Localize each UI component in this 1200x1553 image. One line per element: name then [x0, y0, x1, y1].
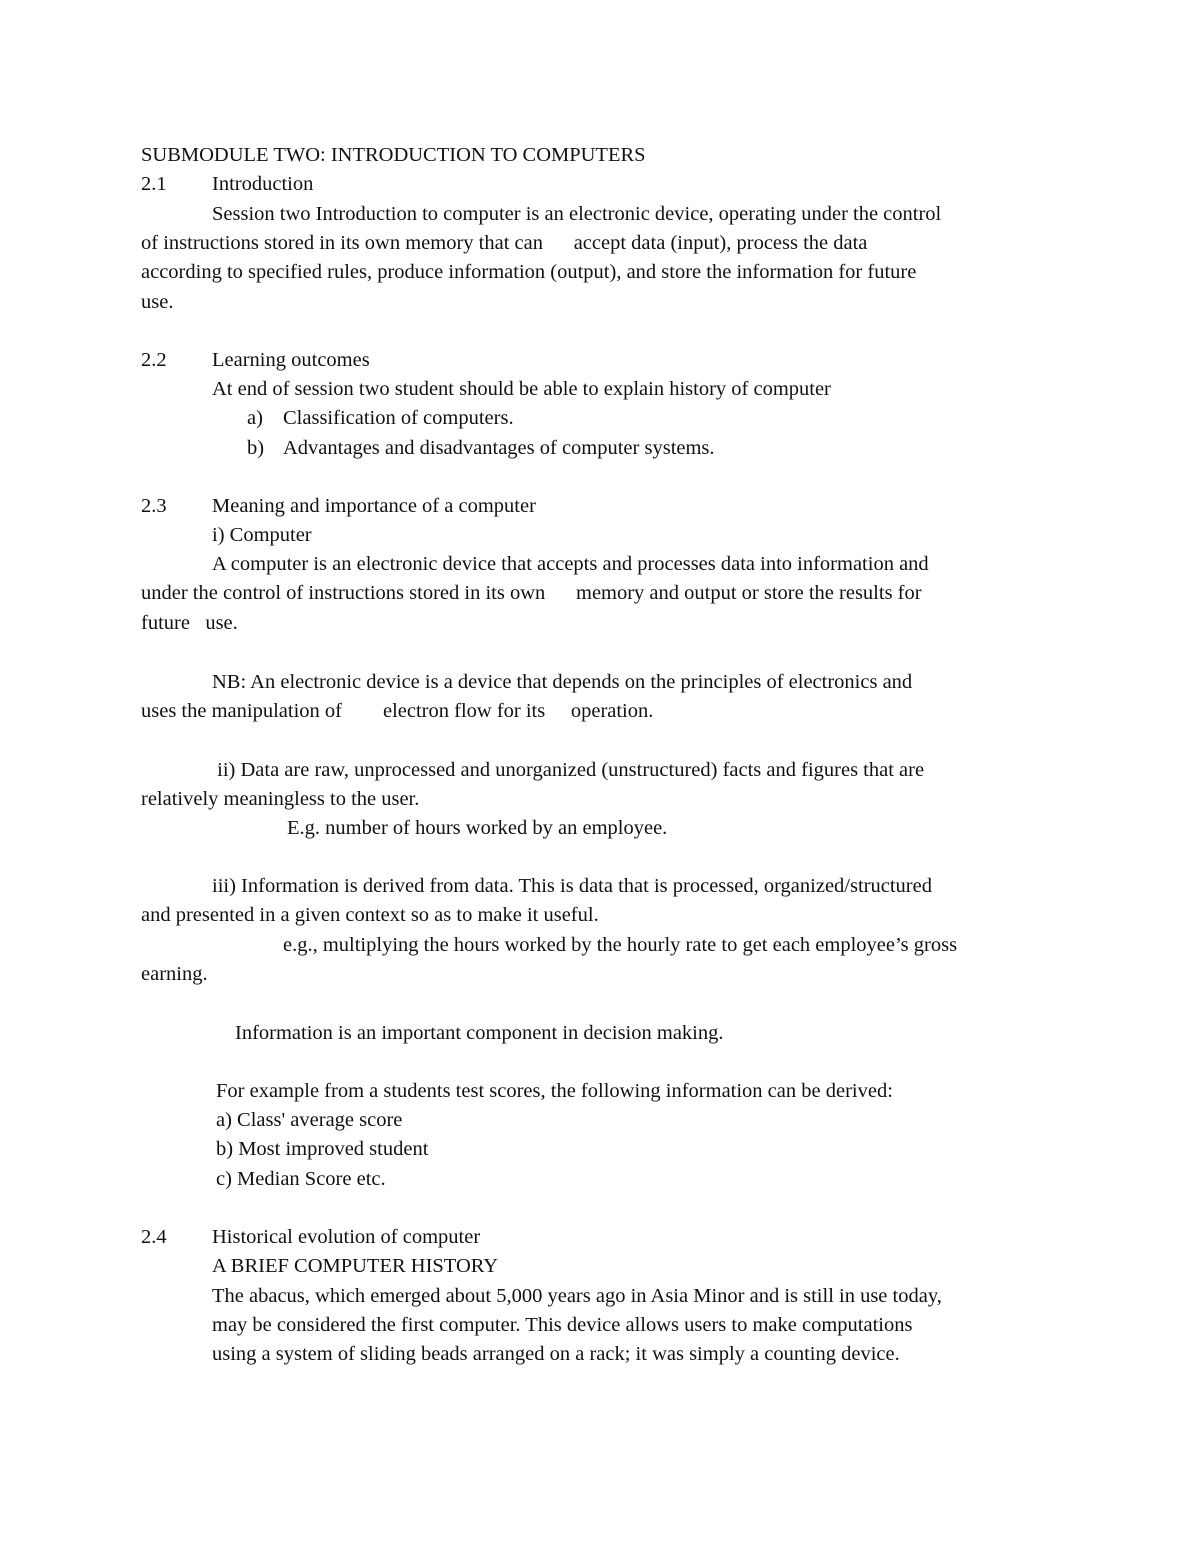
section-heading-meaning: Meaning and importance of a computer	[212, 495, 536, 517]
section-number-2-1: 2.1	[141, 173, 167, 195]
history-paragraph-line-2: may be considered the first computer. This device allows users to make computations	[212, 1314, 913, 1336]
information-example-line-2: earning.	[141, 963, 208, 985]
intro-paragraph-line-2: of instructions stored in its own memory that can accept data (input), process the data	[141, 232, 868, 254]
outcome-marker-a: a)	[247, 407, 263, 429]
data-example: E.g. number of hours worked by an employee.	[287, 817, 668, 839]
computer-definition-line-3: future use.	[141, 612, 238, 634]
computer-label: i) Computer	[212, 524, 312, 546]
computer-definition-line-2: under the control of instructions stored in its own memory and output or store the results for	[141, 582, 922, 604]
intro-paragraph-line-4: use.	[141, 291, 174, 313]
outcome-marker-b: b)	[247, 437, 265, 459]
example-item-a: a) Class' average score	[216, 1109, 403, 1131]
data-definition-line-2: relatively meaningless to the user.	[141, 788, 420, 810]
data-definition-line-1: ii) Data are raw, unprocessed and unorganized (unstructured) facts and figures that are	[212, 759, 925, 781]
nb-note-line-1: NB: An electronic device is a device that depends on the principles of electronics and	[212, 671, 913, 693]
section-heading-introduction: Introduction	[212, 173, 314, 195]
section-number-2-3: 2.3	[141, 495, 167, 517]
example-intro: For example from a students test scores, the following information can be derived:	[216, 1080, 893, 1102]
learning-outcomes-intro: At end of session two student should be able to explain history of computer	[212, 378, 831, 400]
information-definition-line-1: iii) Information is derived from data. This is data that is processed, organized/structured	[212, 875, 932, 897]
history-paragraph-line-3: using a system of sliding beads arranged on a rack; it was simply a counting device.	[212, 1343, 900, 1365]
outcome-item-b: Advantages and disadvantages of computer systems.	[283, 437, 715, 459]
section-number-2-2: 2.2	[141, 349, 167, 371]
intro-paragraph-line-3: according to specified rules, produce information (output), and store the information for future	[141, 261, 917, 283]
history-paragraph-line-1: The abacus, which emerged about 5,000 years ago in Asia Minor and is still in use today,	[212, 1285, 942, 1307]
computer-history-subheading: A BRIEF COMPUTER HISTORY	[212, 1255, 499, 1277]
section-heading-learning-outcomes: Learning outcomes	[212, 349, 370, 371]
nb-note-line-2: uses the manipulation of electron flow for its operation.	[141, 700, 654, 722]
information-example-line-1: e.g., multiplying the hours worked by the hourly rate to get each employee’s gross	[283, 934, 958, 956]
document-title: SUBMODULE TWO: INTRODUCTION TO COMPUTERS	[141, 144, 646, 166]
outcome-item-a: Classification of computers.	[283, 407, 514, 429]
intro-paragraph-line-1: Session two Introduction to computer is an electronic device, operating under the control	[212, 203, 942, 225]
example-item-b: b) Most improved student	[216, 1138, 429, 1160]
information-importance: Information is an important component in decision making.	[235, 1022, 724, 1044]
computer-definition-line-1: A computer is an electronic device that accepts and processes data into information and	[212, 553, 929, 575]
section-number-2-4: 2.4	[141, 1226, 167, 1248]
information-definition-line-2: and presented in a given context so as to make it useful.	[141, 904, 599, 926]
section-heading-historical-evolution: Historical evolution of computer	[212, 1226, 481, 1248]
example-item-c: c) Median Score etc.	[216, 1168, 386, 1190]
